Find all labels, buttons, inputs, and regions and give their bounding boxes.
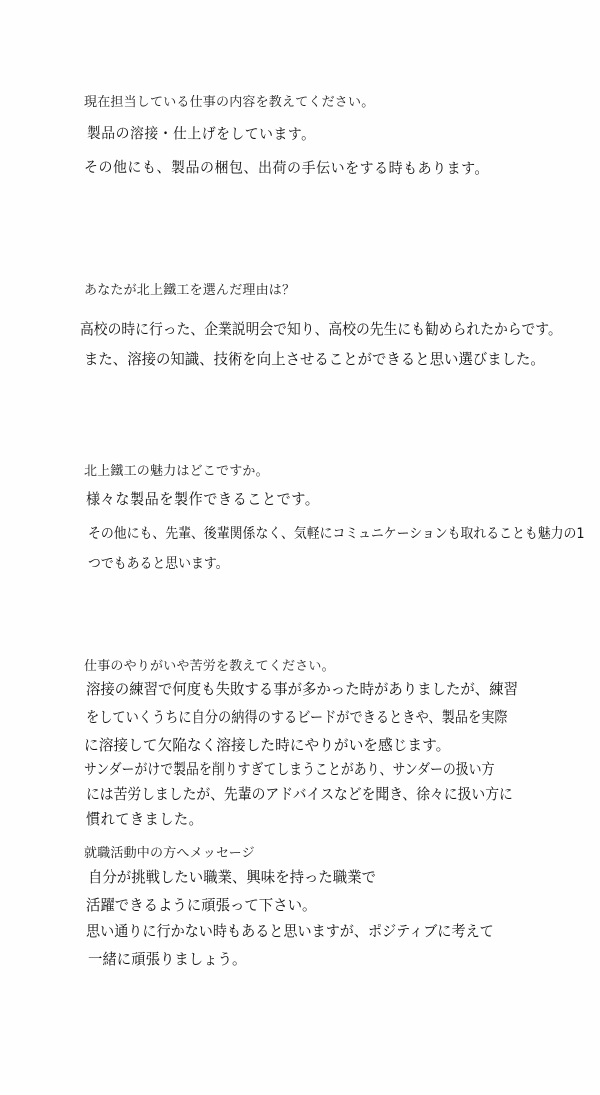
question-message-to-job-seekers: 就職活動中の方へメッセージ bbox=[84, 846, 255, 861]
question-current-job: 現在担当している仕事の内容を教えてください。 bbox=[84, 95, 375, 110]
answer-current-job-line-2: その他にも、製品の梱包、出荷の手伝いをする時もあります。 bbox=[83, 157, 490, 178]
answer-rewards-line-6: 慣れてきました。 bbox=[86, 810, 204, 828]
answer-message-line-3: 思い通りに行かない時もあると思いますが、ポジティブに考えて bbox=[86, 922, 494, 940]
answer-reason-line-2: また、溶接の知識、技術を向上させることができると思い選びました。 bbox=[84, 350, 545, 368]
answer-rewards-line-2: をしていくうちに自分の納得のするビードができるときや、製品を実際 bbox=[86, 708, 508, 726]
answer-message-line-4: 一緒に頑張りましょう。 bbox=[88, 950, 247, 968]
question-rewards-and-hardships: 仕事のやりがいや苦労を教えてください。 bbox=[84, 659, 335, 674]
answer-appeal-line-2: その他にも、先輩、後輩関係なく、気軽にコミュニケーションも取れることも魅力の1つでもあると思います。 bbox=[88, 526, 585, 572]
answer-reason-line-1: 高校の時に行った、企業説明会で知り、高校の先生にも勧められたからです。 bbox=[80, 320, 562, 338]
answer-message-line-2: 活躍できるように頑張って下さい。 bbox=[86, 896, 317, 914]
answer-rewards-line-4: サンダーがけで製品を削りすぎてしまうことがあり、サンダーの扱い方 bbox=[84, 760, 495, 778]
answer-rewards-line-5: には苦労しましたが、先輩のアドバイスなどを聞き、徐々に扱い方に bbox=[86, 785, 513, 803]
question-reason-for-choosing: あなたが北上鐵工を選んだ理由は？ bbox=[84, 283, 296, 298]
answer-rewards-line-1: 溶接の練習で何度も失敗する事が多かった時がありましたが、練習 bbox=[86, 680, 519, 698]
answer-appeal-line-1: 様々な製品を製作できることです。 bbox=[86, 490, 320, 508]
answer-rewards-line-3: に溶接して欠陥なく溶接した時にやりがいを感じます。 bbox=[84, 736, 451, 754]
answer-message-line-1: 自分が挑戦したい職業、興味を持った職業で bbox=[88, 868, 377, 886]
question-company-appeal: 北上鐵工の魅力はどこですか。 bbox=[84, 464, 269, 479]
answer-current-job-line-1: 製品の溶接・仕上げをしています。 bbox=[86, 123, 316, 144]
